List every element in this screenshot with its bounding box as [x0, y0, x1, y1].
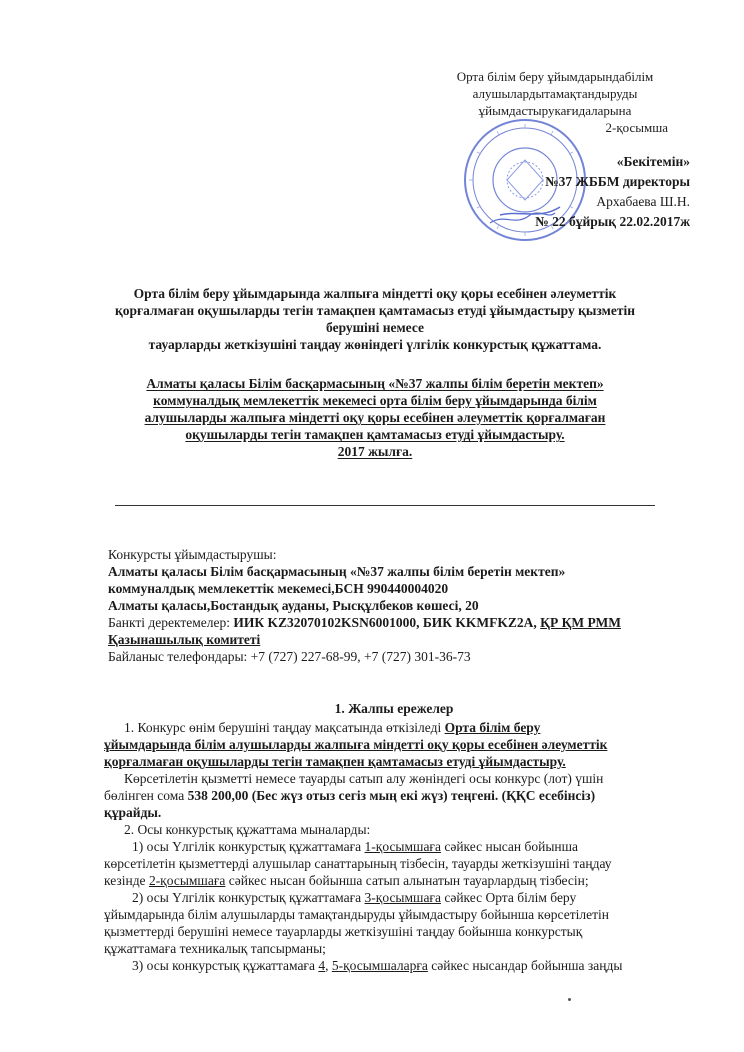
approval-line-2: №37 ЖББМ директоры [545, 174, 690, 189]
subtitle-line-4: оқушыларды тегін тамақпен қамтамасыз етуді ұйымдастыру. [185, 427, 565, 442]
document-subtitle [95, 375, 655, 460]
bank-value: ИИК KZ32070102KSN6001000, БИК KKMFKZ2A, [233, 615, 541, 630]
title-line-2: қорғалмаған оқушыларды тегін тамақпен қамтамасыз етуді ұйымдастыру қызметін [115, 303, 635, 318]
subtitle-line-3: алушыларды жалпыға міндетті оқу қоры есебінен әлеуметтік қорғалмаған [144, 410, 606, 425]
subtitle-line-5: 2017 жылға. [337, 444, 413, 459]
appendix-3-link[interactable]: 3-қосымшаға [364, 890, 441, 905]
subtitle-line-1: Алматы қаласы Білім басқармасының «№37 жалпы білім беретін мектеп» [146, 376, 604, 391]
item-1-line-3-start: кезінде [104, 873, 149, 888]
paragraph-2-line-1: Көрсетілетін қызметті немесе тауарды сатып алу жөніндегі осы конкурс (лот) үшін [124, 771, 604, 786]
page-speck [568, 998, 571, 1001]
item-3-start: 3) осы конкурстық құжаттамаға [132, 958, 319, 973]
appendix-line-2: алушылардытамақтандыруды [472, 86, 638, 101]
appendix-line-3: ұйымдастырукағидаларына [478, 103, 632, 118]
item-1-line-3 [104, 872, 684, 889]
bank-label: Банкті деректемелер: [108, 615, 234, 630]
paragraph-1-underlined-2: ұйымдарында білім алушыларды жалпыға міндетті оқу қоры есебінен әлеуметтік [104, 737, 608, 752]
approval-line-4: № 22 бұйрық 22.02.2017ж [535, 214, 690, 229]
item-2-line-2: ұйымдарында білім алушыларды тамақтандыруды ұйымдастыру бойынша көрсетілетін [104, 907, 609, 922]
item-2-line-1 [104, 889, 684, 906]
item-1-end: сәйкес нысан бойынша [440, 839, 579, 854]
organizer-address: Алматы қаласы,Бостандық ауданы, Рысқұлбеков көшесі, 20 [108, 598, 479, 613]
paragraph-1-underlined-3: қорғалмаған оқушыларды тегін тамақпен қамтамасыз етуді ұйымдастыру. [104, 754, 566, 769]
approval-line-3: Архабаева Ш.Н. [596, 194, 690, 209]
item-1-line-3-end: сәйкес нысан бойынша сатып алынатын тауарлардың тізбесін; [225, 873, 589, 888]
appendix-5-link[interactable]: 5-қосымшаларға [331, 958, 428, 973]
appendix-line-1: Орта білім беру ұйымдарындабілім [456, 69, 654, 84]
paragraph-2-line-2 [104, 787, 684, 804]
document-title [95, 285, 655, 460]
item-3-end: сәйкес нысандар бойынша заңды [427, 958, 623, 973]
organizer-block [108, 546, 698, 665]
approval-block [440, 152, 690, 232]
paragraph-1 [104, 719, 684, 736]
item-2-start: 2) осы Үлгілік конкурстық құжаттамаға [132, 890, 365, 905]
organizer-name-line-1: Алматы қаласы Білім басқармасының «№37 жалпы білім беретін мектеп» [108, 564, 566, 579]
item-1-line-2: көрсетілетін қызметтерді алушылар санаттарының тізбесін, тауарды жеткізушіні таңдау [104, 856, 612, 871]
subtitle-line-2: коммуналдық мемлекеттік мекемесі орта білім беру ұйымдарында білім [153, 393, 597, 408]
bank-details [108, 614, 698, 631]
title-line-1: Орта білім беру ұйымдарында жалпыға міндетті оқу қоры есебінен әлеуметтік [133, 286, 617, 301]
appendix-line-4: 2-қосымша [605, 120, 668, 135]
paragraph-1-start: 1. Конкурс өнім берушіні таңдау мақсатында өткізіледі [124, 720, 445, 735]
paragraph-2-start: бөлінген сома [104, 788, 188, 803]
title-line-3: берушіні немесе [326, 320, 424, 335]
bank-committee-line-2: Қазынашылық комитеті [108, 632, 261, 647]
item-1-line-1 [104, 838, 684, 855]
paragraph-1-underlined-1: Орта білім беру [444, 720, 541, 735]
organizer-name-line-2: коммуналдық мемлекеттік мекемесі,БСН 990440004020 [108, 581, 449, 596]
general-provisions-section [104, 700, 684, 974]
bank-committee: ҚР ҚМ РММ [540, 615, 621, 630]
appendix-4-link[interactable]: 4 [318, 958, 326, 973]
item-1-start: 1) осы Үлгілік конкурстық құжаттамаға [132, 839, 365, 854]
item-2-line-4: құжаттамаға техникалық тапсырманы; [104, 941, 326, 956]
organizer-label: Конкурсты ұйымдастырушы: [108, 547, 277, 562]
item-2-line-3: қызметтерді берушіні немесе тауарларды жеткізушіні таңдау бойынша конкурстық [104, 924, 583, 939]
item-2-end: сәйкес Орта білім беру [440, 890, 577, 905]
approval-line-1: «Бекітемін» [616, 154, 690, 169]
title-line-4: тауарларды жеткізушіні таңдау жөніндегі үлгілік конкурстық құжаттама. [148, 337, 602, 352]
item-3-line-1 [104, 957, 684, 974]
item-3-separator: , [325, 958, 332, 973]
paragraph-3: 2. Осы конкурстық құжаттама мыналарды: [124, 822, 371, 837]
appendix-1-link[interactable]: 1-қосымшаға [364, 839, 441, 854]
appendix-2-link[interactable]: 2-қосымшаға [148, 873, 226, 888]
paragraph-2-amount: 538 200,00 (Бес жүз отыз сегіз мың екі жүз) теңгені. (ҚҚС есебінсіз) [187, 788, 596, 803]
contact-phones: Байланыс телефондары: +7 (727) 227-68-99, +7 (727) 301-36-73 [108, 649, 471, 664]
section-heading: 1. Жалпы ережелер [334, 701, 454, 716]
divider-line [115, 505, 655, 506]
paragraph-2-line-3: құрайды. [104, 805, 162, 820]
